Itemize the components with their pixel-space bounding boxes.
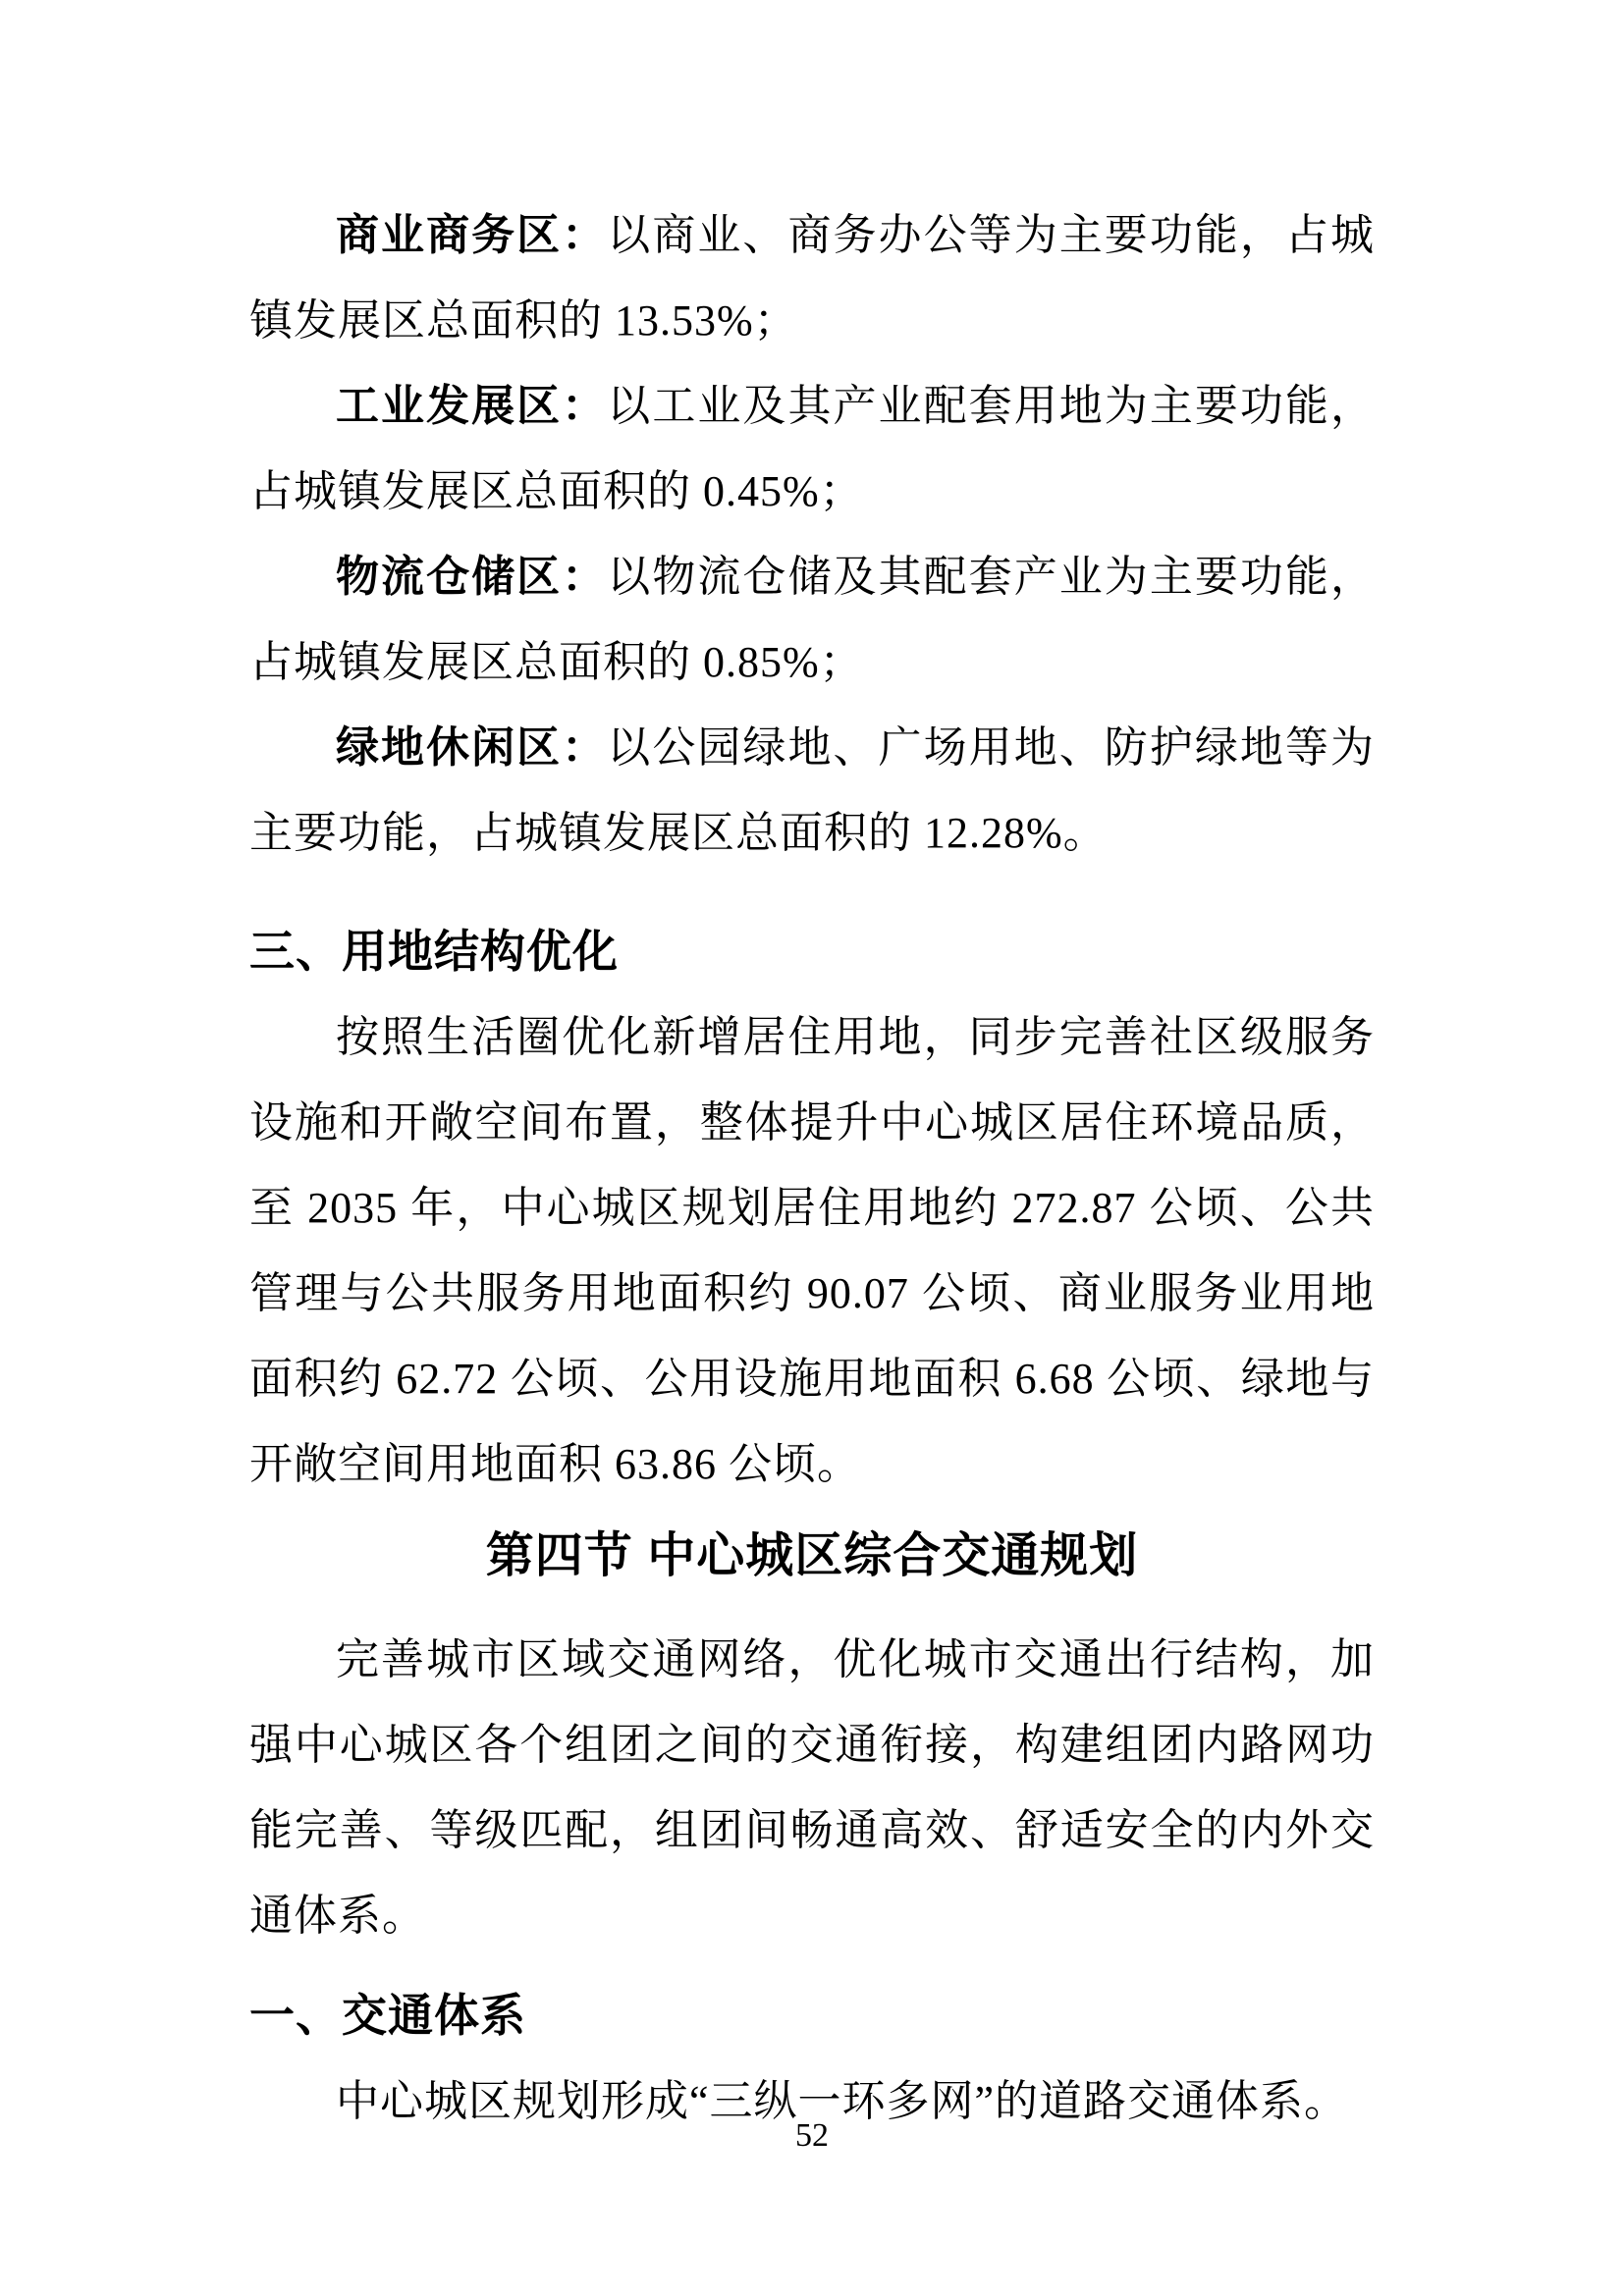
zone-label-commercial: 商业商务区： xyxy=(336,211,608,259)
zone-paragraph-industrial xyxy=(249,363,1375,534)
heading-section4-transport-planning: 第四节 中心城区综合交通规划 xyxy=(485,1529,1139,1582)
land-structure-paragraph: 按照生活圈优化新增居住用地，同步完善社区级服务设施和开敞空间布置，整体提升中心城区居住环境品质，至 2035 年，中心城区规划居住用地约 272.87 公顷、公共管理与公共服务用地面积约 90.07 公顷、商业服务业用地面积约 62.72 公顷、公用设施用地面积 6.68 公顷、绿地与开敞空间用地面积 63.86 公顷。 xyxy=(249,1013,1375,1488)
zone-text-industrial: 以工业及其产业配套用地为主要功能，占城镇发展区总面积的 0.45%； xyxy=(249,382,1376,515)
zone-paragraph-commercial xyxy=(249,192,1375,363)
zone-label-logistics: 物流仓储区： xyxy=(336,553,608,601)
page-number: 52 xyxy=(795,2117,829,2154)
zone-text-logistics: 以物流仓储及其配套产业为主要功能，占城镇发展区总面积的 0.85%； xyxy=(249,553,1376,686)
heading-traffic-system: 一、交通体系 xyxy=(249,1990,526,2041)
zone-paragraph-greenspace xyxy=(249,705,1375,876)
zone-label-greenspace: 绿地休闲区： xyxy=(336,723,608,772)
zone-paragraph-logistics xyxy=(249,534,1375,705)
section4-intro-paragraph: 完善城市区域交通网络，优化城市交通出行结构，加强中心城区各个组团之间的交通衔接，构建组团内路网功能完善、等级匹配，组团间畅通高效、舒适安全的内外交通体系。 xyxy=(249,1635,1375,1940)
zone-label-industrial: 工业发展区： xyxy=(336,382,608,430)
zone-text-greenspace: 以公园绿地、广场用地、防护绿地等为主要功能，占城镇发展区总面积的 12.28%。 xyxy=(249,723,1376,857)
heading-land-structure-optimization: 三、用地结构优化 xyxy=(249,926,619,977)
zone-text-commercial: 以商业、商务办公等为主要功能，占城镇发展区总面积的 13.53%； xyxy=(249,211,1376,345)
traffic-system-paragraph: 中心城区规划形成“三纵一环多网”的道路交通体系。 xyxy=(336,2077,1349,2125)
